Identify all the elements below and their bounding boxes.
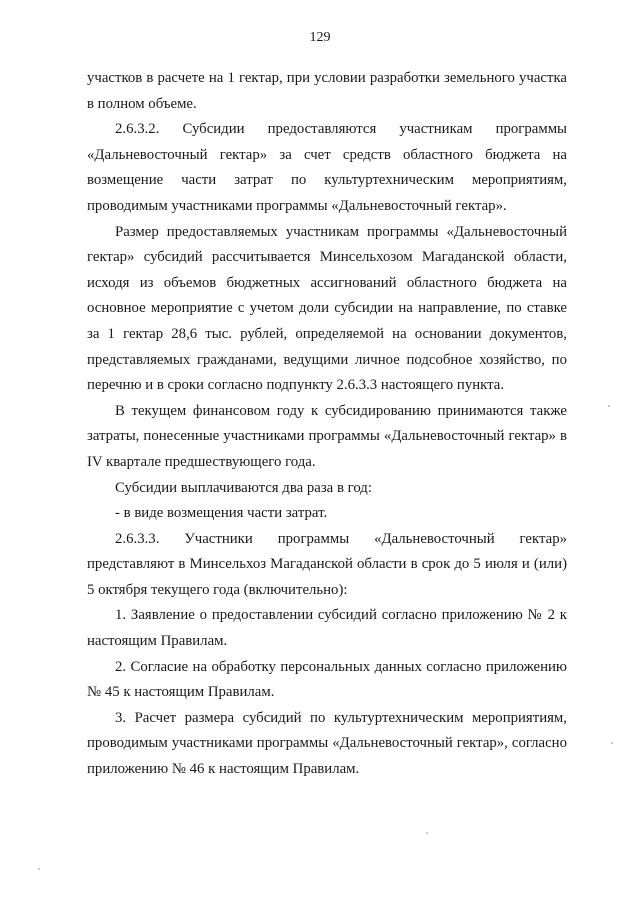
paragraph-compensation: - в виде возмещения части затрат. (115, 505, 328, 522)
paragraph-subsidy-size: Размер предоставляемых участникам программы «Дальневосточный гектар» субсидий рассчитывается Минсельхозом Магаданской области, исходя из объемов бюджетных ассигнований областного бюджета на основное мероприятие с учетом доли субсидии на направление, по ставке за 1 гектар 28,6 тыс. рублей, определяемой на основании документов, представляемых гражданами, ведущими личное подсобное хозяйство, по перечню и в сроки согласно подпункту 2.6.3.3 настоящего пункта. (87, 223, 567, 394)
paragraph-payment-frequency: Субсидии выплачиваются два раза в год: (115, 479, 372, 496)
scan-speck (611, 742, 613, 744)
paragraph-2-6-3-3: 2.6.3.3. Участники программы «Дальневосточный гектар» представляют в Минсельхоз Магаданской области в срок до 5 июля и (или) 5 октября текущего года (включительно): (87, 530, 567, 598)
list-item-1: 1. Заявление о предоставлении субсидий согласно приложению № 2 к настоящим Правилам. (87, 607, 567, 650)
scan-speck (38, 868, 40, 870)
scan-speck (426, 832, 428, 834)
list-item-2: 2. Согласие на обработку персональных данных согласно приложению № 45 к настоящим Правилам. (87, 658, 567, 701)
scan-speck (608, 405, 610, 407)
paragraph-2-6-3-2: 2.6.3.2. Субсидии предоставляются участникам программы «Дальневосточный гектар» за счет средств областного бюджета на возмещение части затрат по культуртехническим мероприятиям, проводимым участниками программы «Дальневосточный гектар». (87, 121, 567, 214)
document-body (87, 66, 567, 783)
page-number: 129 (309, 30, 331, 45)
paragraph-current-year: В текущем финансовом году к субсидированию принимаются также затраты, понесенные участниками программы «Дальневосточный гектар» в IV квартале предшествующего года. (87, 402, 567, 470)
list-item-3: 3. Расчет размера субсидий по культуртехническим мероприятиям, проводимым участниками программы «Дальневосточный гектар», согласно приложению № 46 к настоящим Правилам. (87, 709, 567, 778)
paragraph-continuation: участков в расчете на 1 гектар, при условии разработки земельного участка в полном объеме. (87, 70, 567, 112)
